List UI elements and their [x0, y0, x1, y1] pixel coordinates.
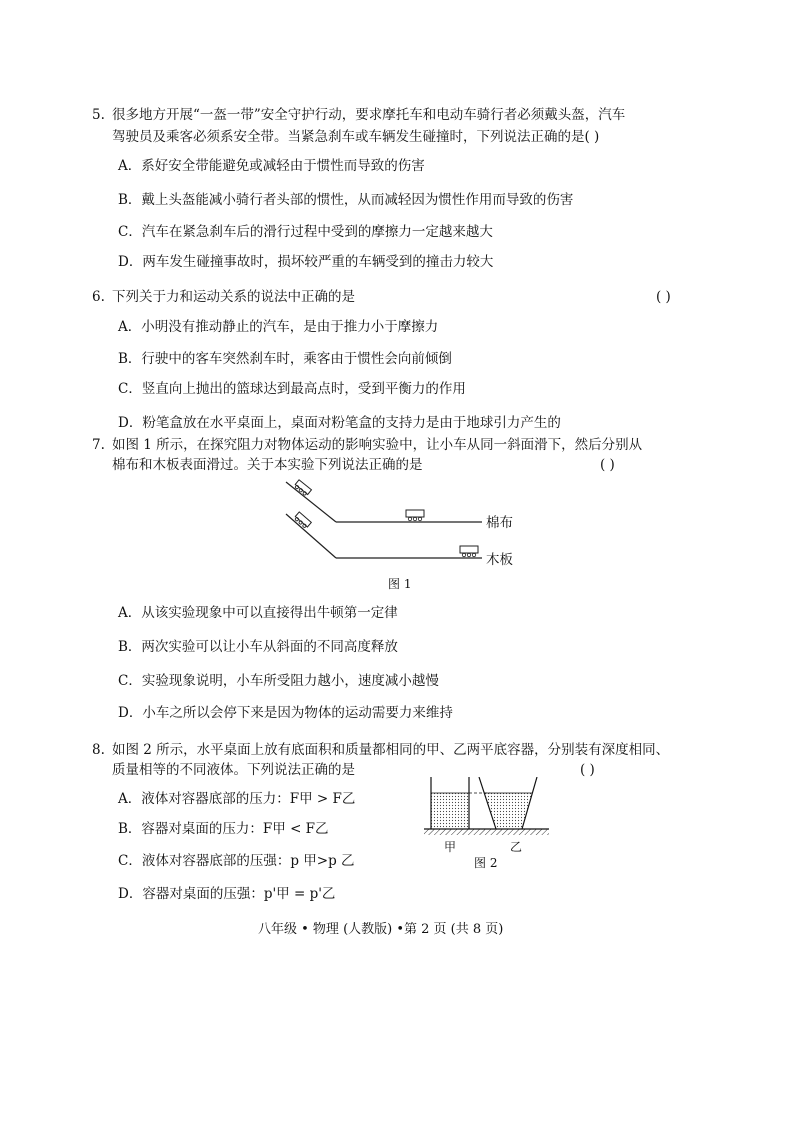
q7-option-a: A．从该实验现象中可以直接得出牛顿第一定律	[118, 605, 398, 621]
q8-option-d: D．容器对桌面的压强：p'甲 = p'乙	[118, 886, 336, 902]
q7-stem-line1: 如图 1 所示，在探究阻力对物体运动的影响实验中，让小车从同一斜面滑下，然后分别从	[112, 437, 643, 453]
q8-stem-line2: 质量相等的不同液体。下列说法正确的是	[112, 762, 355, 778]
q8-stem-line1: 如图 2 所示，水平桌面上放有底面积和质量都相同的甲、乙两平底容器，分别装有深度相同、	[112, 742, 670, 758]
q7-stem-line2: 棉布和木板表面滑过。关于本实验下列说法正确的是	[112, 457, 423, 473]
figure-1-caption: 图 1	[388, 577, 412, 591]
cart-icon	[294, 480, 312, 497]
figure-1-label-cotton: 棉布	[486, 515, 513, 531]
figure-2-caption: 图 2	[474, 856, 498, 870]
q8-number: 8.	[92, 742, 105, 758]
q7-option-d: D．小车之所以会停下来是因为物体的运动需要力来维持	[118, 705, 453, 721]
q5-number: 5.	[92, 107, 105, 123]
q8-answer-bracket: ( )	[580, 762, 595, 778]
q6-answer-bracket: ( )	[656, 289, 671, 305]
q5-option-d: D．两车发生碰撞事故时，损坏较严重的车辆受到的撞击力较大	[118, 254, 494, 270]
figure-2-label-yi: 乙	[510, 840, 523, 854]
q8-option-c: C．液体对容器底部的压强：p 甲>p 乙	[118, 853, 355, 869]
q8-option-a: A．液体对容器底部的压力：F甲 > F乙	[118, 791, 356, 807]
q7-option-c: C．实验现象说明，小车所受阻力越小，速度减小越慢	[118, 673, 439, 689]
q5-option-b: B．戴上头盔能减小骑行者头部的惯性，从而减轻因为惯性作用而导致的伤害	[118, 192, 574, 208]
q5-stem-line2: 驾驶员及乘客必须系安全带。当紧急刹车或车辆发生碰撞时，下列说法正确的是( )	[112, 129, 600, 145]
q6-option-d: D．粉笔盒放在水平桌面上，桌面对粉笔盒的支持力是由于地球引力产生的	[118, 415, 561, 431]
cart-icon	[406, 510, 424, 521]
q6-option-b: B．行驶中的客车突然刹车时，乘客由于惯性会向前倾倒	[118, 351, 452, 367]
cart-icon	[294, 512, 312, 529]
figure-2-containers-diagram	[424, 777, 549, 841]
cart-icon	[460, 546, 478, 557]
q7-number: 7.	[92, 437, 105, 453]
q6-option-a: A．小明没有推动静止的汽车，是由于推力小于摩擦力	[118, 319, 439, 335]
q6-number: 6.	[92, 289, 105, 305]
figure-1-label-board: 木板	[486, 552, 513, 568]
page-footer: 八年级 • 物理 (人教版) •第 2 页 (共 8 页)	[258, 922, 504, 937]
q8-option-b: B．容器对桌面的压力：F甲 < F乙	[118, 821, 329, 837]
q6-option-c: C．竖直向上抛出的篮球达到最高点时，受到平衡力的作用	[118, 381, 466, 397]
q7-option-b: B．两次实验可以让小车从斜面的不同高度释放	[118, 639, 398, 655]
figure-2-label-jia: 甲	[444, 840, 457, 854]
q5-stem-line1: 很多地方开展“一盔一带”安全守护行动，要求摩托车和电动车骑行者必须戴头盔，汽车	[112, 107, 626, 123]
q5-option-a: A．系好安全带能避免或减轻由于惯性而导致的伤害	[118, 158, 425, 174]
q5-option-c: C．汽车在紧急刹车后的滑行过程中受到的摩擦力一定越来越大	[118, 224, 493, 240]
q7-answer-bracket: ( )	[600, 457, 615, 473]
q6-stem: 下列关于力和运动关系的说法中正确的是	[112, 289, 355, 305]
